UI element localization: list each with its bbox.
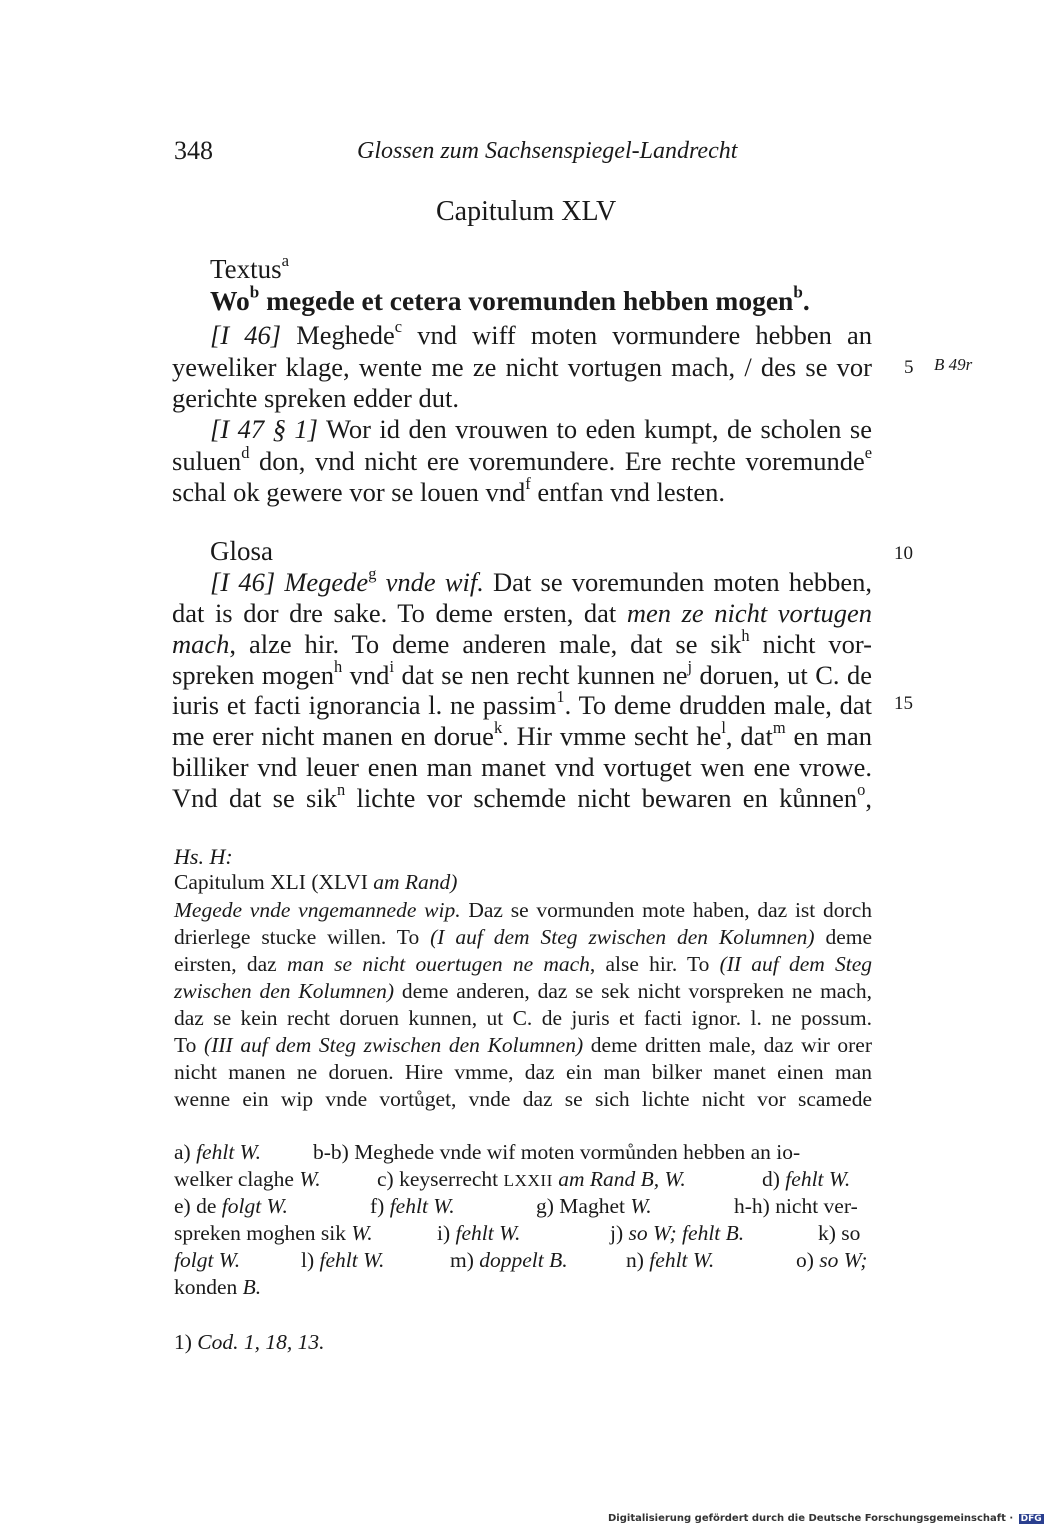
- hs-line5: daz se kein recht doruen kunnen, ut C. de juris et facti ignor. l. ne possum.: [174, 1006, 872, 1030]
- dfg-notice: Digitalisierung gefördert durch die Deutsche Forschungsgemeinschaft · DFG: [608, 1513, 1042, 1524]
- hs-line8: wenne ein wip vnde vortůget, vnde daz se sich lichte nicht vor scamede: [174, 1087, 872, 1111]
- hs-capitulum: Capitulum XLI (XLVI am Rand): [174, 870, 458, 894]
- glosa-line4: spreken mogen$^h$ vnd$^i$ dat se nen recht kunnen $ne^j$ doruen, ut C. de: [172, 657, 873, 690]
- apparatus-g: g) Maghet W.: [536, 1194, 652, 1218]
- glosa-line3: mach, alze hir. To deme anderen male, dat se sik$^h$ nicht vor-: [172, 626, 872, 659]
- running-title: Glossen zum Sachsenspiegel-Landrecht: [357, 138, 738, 164]
- line-number-10: 10: [894, 543, 913, 564]
- apparatus-j: j) so W; fehlt B.: [610, 1221, 745, 1245]
- textus-p1-line2: yeweliker klage, wente me ze nicht vortugen mach, / des se vor: [172, 352, 872, 382]
- apparatus-f: f) fehlt W.: [370, 1194, 455, 1218]
- hs-line2: drierlege stucke willen. To (I auf dem Steg zwischen den Kolumnen) deme: [174, 925, 872, 949]
- dfg-logo: DFG: [1020, 1514, 1042, 1524]
- apparatus-n: n) fehlt W.: [626, 1248, 715, 1272]
- hs-line4: zwischen den Kolumnen) deme anderen, daz se sek nicht vorspreken ne mach,: [174, 979, 872, 1003]
- apparatus-i: i) fehlt W.: [437, 1221, 521, 1245]
- glosa-line2: dat is dor dre sake. To deme ersten, dat men ze nicht vortugen: [172, 598, 872, 628]
- apparatus-o: o) so W;: [796, 1248, 868, 1272]
- page-number: 348: [174, 136, 213, 165]
- hs-line6: To (III auf dem Steg zwischen den Kolumnen) deme dritten male, daz wir orer: [174, 1033, 873, 1057]
- apparatus-hh: h-h) nicht ver-: [734, 1194, 858, 1218]
- apparatus-hh2: spreken moghen sik W.: [174, 1221, 373, 1245]
- line-number-15: 15: [894, 693, 913, 714]
- glosa-line8: Vnd dat se sik$^n$ lichte vor schemde nicht bewaren en kůnnen$^o$,: [172, 780, 872, 813]
- apparatus-k: k) so: [818, 1221, 861, 1245]
- glosa-line7: billiker vnd leuer enen man manet vnd vortuget wen ene vrowe.: [172, 752, 872, 782]
- textus-p2-line2: suluen$^d$ don, vnd nicht ere voremundere. Ere rechte voremunde$^e$: [172, 443, 872, 476]
- glosa-line1: [I 46] Megede$^g$ vnde wif. Dat se voremunden moten hebben,: [210, 564, 872, 597]
- apparatus-d: d) fehlt W.: [762, 1167, 851, 1191]
- hs-heading: Hs. H:: [174, 844, 233, 869]
- apparatus-e: e) de folgt W.: [174, 1194, 288, 1218]
- glosa-line6: me erer nicht manen en dorue$^k$. Hir vmme secht $he^l$, dat$^m$ en man: [172, 718, 872, 751]
- apparatus-line1: a) fehlt W.: [174, 1140, 261, 1164]
- textus-p2-line3: schal ok gewere vor se louen vnd$^f$ entfan vnd lesten.: [172, 474, 725, 507]
- glosa-heading: Glosa: [210, 536, 273, 566]
- apparatus-m: m) doppelt B.: [450, 1248, 568, 1272]
- apparatus-line2-a: welker claghe W.: [174, 1167, 321, 1191]
- textus-lemma: Wo$^b$ megede et cetera voremunden hebben mogen$^b$.: [210, 282, 810, 316]
- apparatus-o2: konden B.: [174, 1275, 262, 1299]
- chapter-title: Capitulum XLV: [436, 196, 617, 227]
- apparatus-l: l) fehlt W.: [301, 1248, 385, 1272]
- folio-marker: B 49r: [934, 355, 973, 374]
- textus-heading: Textus$^a$: [210, 250, 290, 284]
- apparatus-k2: folgt W.: [174, 1248, 241, 1272]
- hs-line1: Megede vnde vngemannede wip. Daz se vormunden mote haben, daz ist dorch: [174, 898, 872, 922]
- textus-p1-line1: [I 46] Meghede$^c$ vnd wiff moten vormundere hebben an: [210, 317, 873, 350]
- textus-p1-line3: gerichte spreken edder dut.: [172, 383, 459, 413]
- hs-line3: eirsten, daz man se nicht ouertugen ne mach, alse hir. To (II auf dem Steg: [174, 952, 873, 976]
- hs-line7: nicht manen ne doruen. Hire vmme, daz ein man bilker manet einen man: [174, 1060, 872, 1084]
- glosa-line5: iuris et facti ignorancia l. ne passim$^1$. To deme drudden male, dat: [172, 687, 872, 720]
- line-number-5: 5: [904, 357, 914, 378]
- footnote-1: 1) Cod. 1, 18, 13.: [174, 1330, 325, 1354]
- apparatus-c: c) keyserrecht LXXII am Rand B, W.: [377, 1167, 686, 1191]
- textus-p2-line1: [I 47 § 1] Wor id den vrouwen to eden kumpt, de scholen se: [210, 414, 872, 444]
- apparatus-bb: b-b) Meghede vnde wif moten vormůnden hebben an io-: [313, 1140, 801, 1164]
